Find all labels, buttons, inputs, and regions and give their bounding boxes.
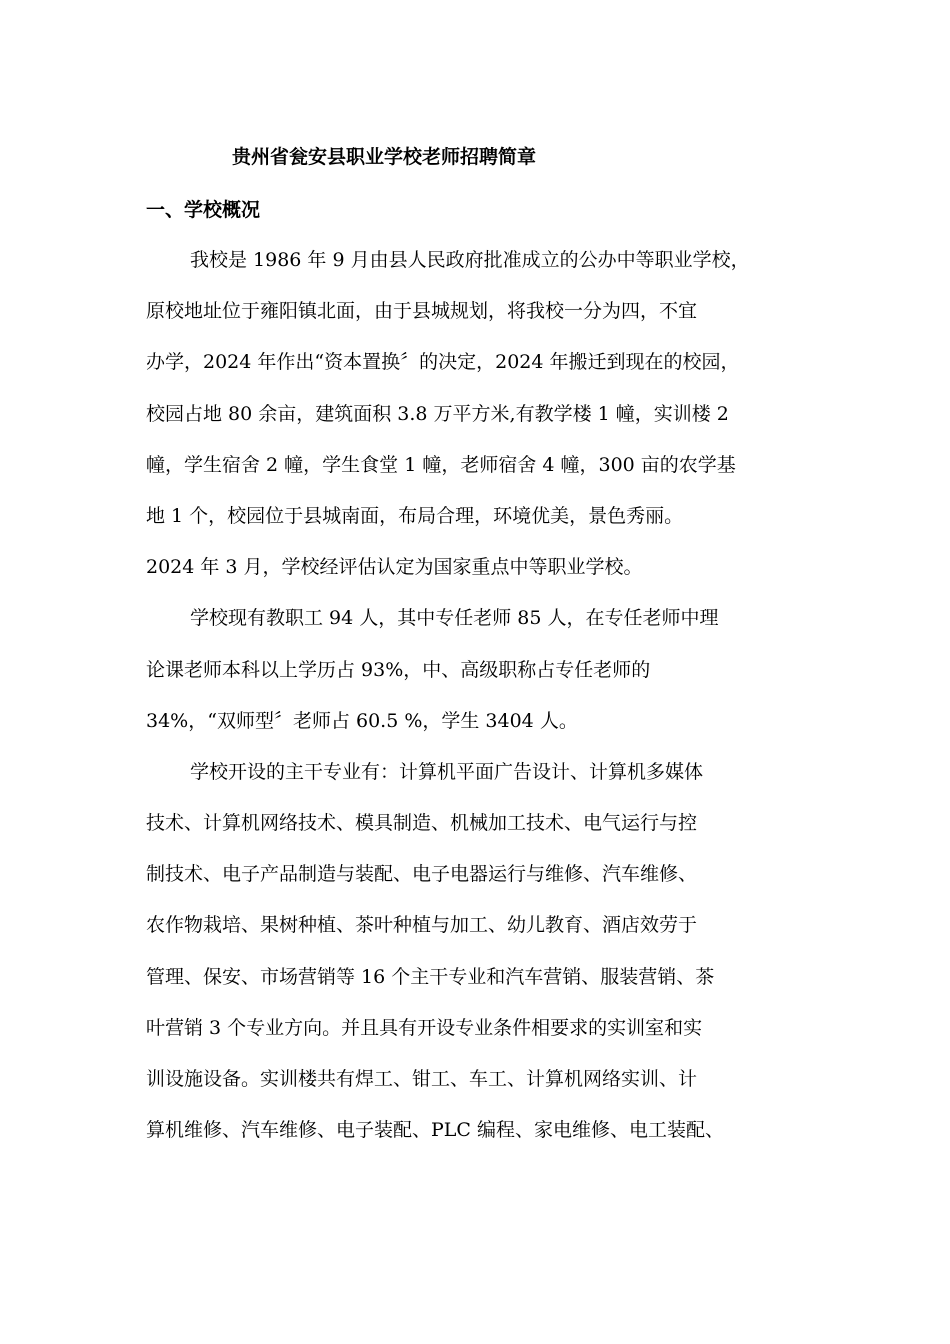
paragraph-line: 原校地址位于雍阳镇北面，由于县城规划，将我校一分为四，不宜 [146,300,698,323]
paragraph-line: 技术、计算机网络技术、模具制造、机械加工技术、电气运行与控 [146,812,698,835]
section-heading: 一、学校概况 [146,199,261,221]
paragraph-line: 叶营销 3 个专业方向。并且具有开设专业条件相要求的实训室和实 [146,1016,703,1039]
paragraph-line: 幢，学生宿舍 2 幢，学生食堂 1 幢，老师宿舍 4 幢，300 亩的农学基 [146,453,736,476]
paragraph-line: 学校现有教职工 94 人，其中专任老师 85 人，在专任老师中理 [190,607,719,630]
paragraph-line: 农作物栽培、果树种植、茶叶种植与加工、幼儿教育、酒店效劳于 [146,914,698,937]
paragraph-line: 校园占地 80 余亩，建筑面积 3.8 万平方米,有教学楼 1 幢，实训楼 2 [146,402,729,425]
paragraph-line: 论课老师本科以上学历占 93%，中、高级职称占专任老师的 [146,658,651,681]
paragraph-line: 地 1 个，校园位于县城南面，布局合理，环境优美，景色秀丽。 [146,504,684,527]
paragraph-line: 我校是 1986 年 9 月由县人民政府批准成立的公办中等职业学校， [190,249,750,271]
section-body [146,240,816,1161]
paragraph-line: 2024 年 3 月，学校经评估认定为国家重点中等职业学校。 [146,556,643,579]
paragraph-line: 算机维修、汽车维修、电子装配、PLC 编程、家电维修、电工装配、 [146,1119,724,1142]
paragraph-line: 训设施设备。实训楼共有焊工、钳工、车工、计算机网络实训、计 [146,1068,698,1090]
paragraph-line: 办学，2024 年作出“资本置换〞的决定，2024 年搬迁到现在的校园， [146,351,740,374]
document-title: 贵州省瓮安县职业学校老师招聘简章 [232,146,537,168]
paragraph-line: 学校开设的主干专业有：计算机平面广告设计、计算机多媒体 [190,760,704,783]
paragraph-line: 制技术、电子产品制造与装配、电子电器运行与维修、汽车维修、 [146,863,698,886]
paragraph-line: 34%，“双师型〞老师占 60.5 %，学生 3404 人。 [146,709,578,732]
paragraph-line: 管理、保安、市场营销等 16 个主干专业和汽车营销、服装营销、茶 [146,965,715,988]
